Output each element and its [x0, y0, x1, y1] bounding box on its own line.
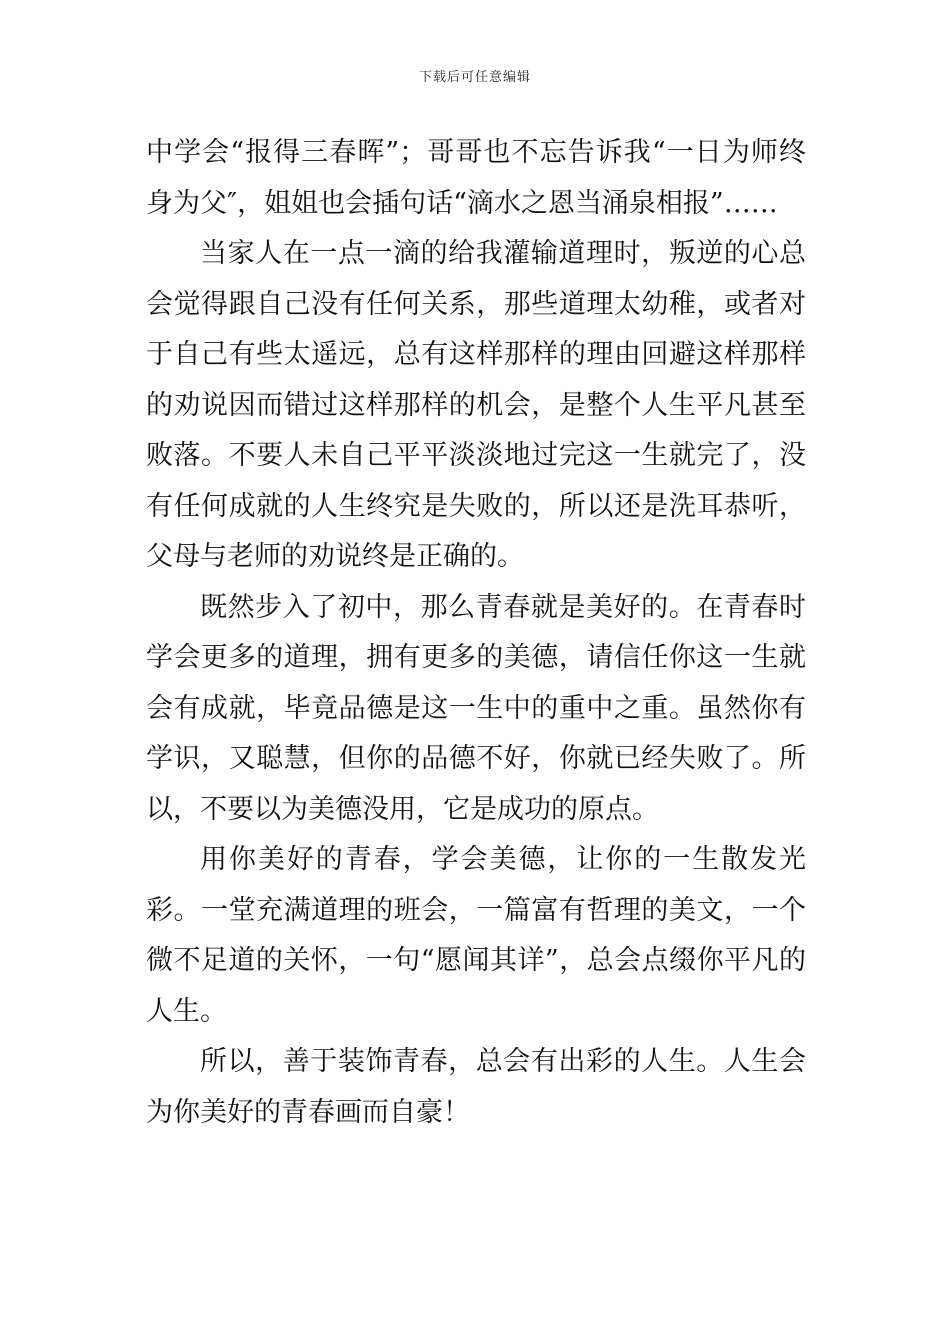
paragraph-4: 用你美好的青春，学会美德，让你的一生散发光彩。一堂充满道理的班会，一篇富有哲理的美文，一个微不足道的关怀，一句“愿闻其详”，总会点缀你平凡的人生。	[146, 844, 806, 1027]
page-header-note: 下载后可任意编辑	[418, 70, 531, 85]
paragraph-3: 既然步入了初中，那么青春就是美好的。在青春时学会更多的道理，拥有更多的美德，请信任你这一生就会有成就，毕竟品德是这一生中的重中之重。虽然你有学识，又聪慧，但你的品德不好，你就已经失败了。所以，不要以为美德没用，它是成功的原点。	[146, 591, 806, 825]
paragraph-5: 所以，善于装饰青春，总会有出彩的人生。人生会为你美好的青春画而自豪！	[146, 1046, 806, 1128]
paragraph-1: 中学会“报得三春晖”；哥哥也不忘告诉我“一日为师终身为父″，姐姐也会插句话“滴水之恩当涌泉相报”……	[146, 137, 806, 219]
document-body	[146, 128, 806, 1138]
paragraph-2: 当家人在一点一滴的给我灌输道理时，叛逆的心总会觉得跟自己没有任何关系，那些道理太幼稚，或者对于自己有些太遥远，总有这样那样的理由回避这样那样的劝说因而错过这样那样的机会，是整个人生平凡甚至败落。不要人未自己平平淡淡地过完这一生就完了，没有任何成就的人生终究是失败的，所以还是洗耳恭听，父母与老师的劝说终是正确的。	[146, 238, 806, 572]
